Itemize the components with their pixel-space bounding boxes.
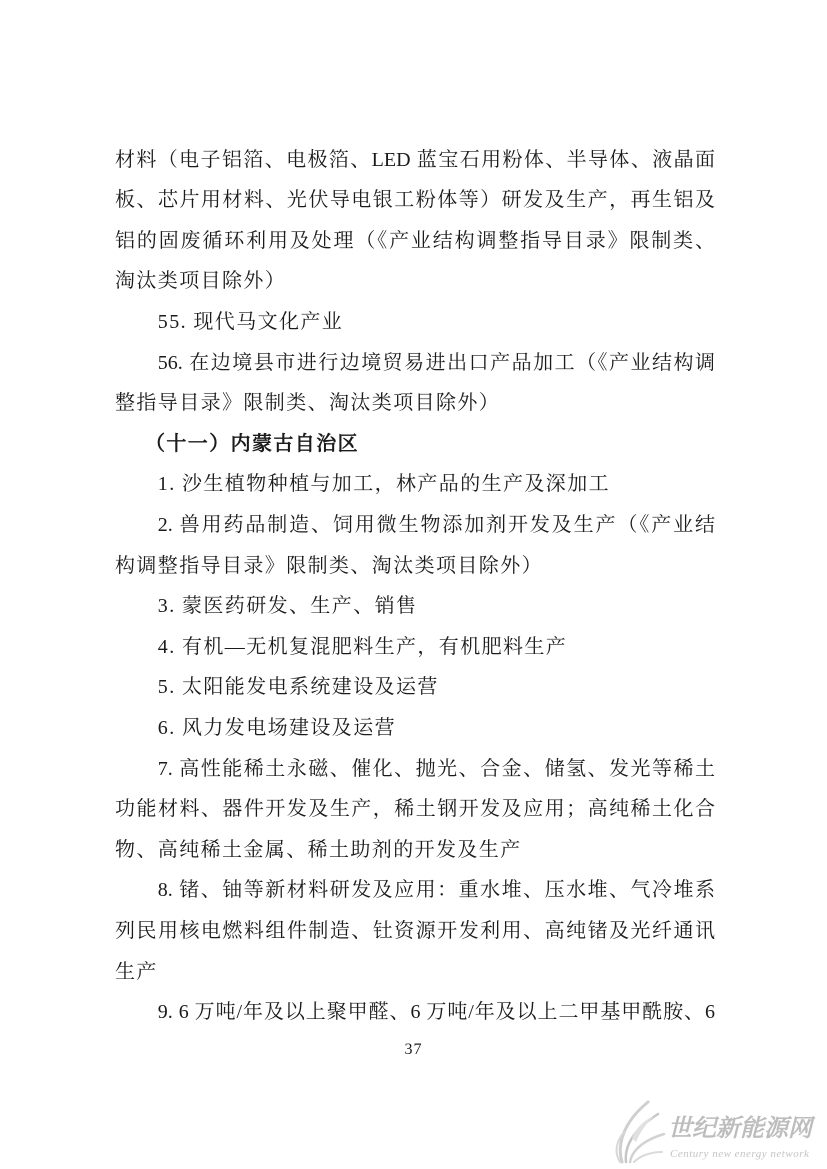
item-4-line-1: 4. 有机—无机复混肥料生产，有机肥料生产 — [157, 635, 568, 658]
item-9-paragraph — [115, 992, 715, 1033]
flame-swoosh-icon — [614, 1098, 668, 1164]
item-5-paragraph — [115, 667, 715, 708]
item-3-line-1: 3. 蒙医药研发、生产、销售 — [157, 595, 418, 618]
item-2-paragraph — [115, 505, 715, 586]
continuation-line-1: 材料（电子铝箔、电极箔、LED 蓝宝石用粉体、半导体、液晶面 — [115, 148, 715, 171]
item-2-line-1: 2. 兽用药品制造、饲用微生物添加剂开发及生产（《产业结 — [157, 514, 715, 537]
item-56-paragraph — [115, 343, 715, 424]
item-5-line-1: 5. 太阳能发电系统建设及运营 — [157, 676, 439, 699]
item-55-line-1: 55. 现代马文化产业 — [157, 311, 344, 334]
item-7-line-1: 7. 高性能稀土永磁、催化、抛光、合金、储氢、发光等稀土 — [157, 757, 715, 780]
item-6-line-1: 6. 风力发电场建设及运营 — [157, 717, 396, 739]
section-heading-inner-mongolia — [115, 424, 715, 465]
watermark-subtitle: Century new energy network — [670, 1148, 810, 1160]
item-8-line-2: 列民用核电燃料组件制造、钍资源开发利用、高纯锗及光纤通讯 — [115, 919, 715, 942]
item-1-line-1: 1. 沙生植物种植与加工，林产品的生产及深加工 — [157, 473, 610, 496]
page-number: 37 — [404, 1041, 423, 1058]
item-7-paragraph — [115, 749, 715, 871]
item-4-paragraph — [115, 627, 715, 668]
continuation-line-4: 淘汰类项目除外） — [115, 270, 287, 293]
item-3-paragraph — [115, 586, 715, 627]
watermark-name: 世纪新能源网 — [668, 1116, 812, 1142]
item-2-line-2: 构调整指导目录》限制类、淘汰类项目除外） — [115, 554, 543, 577]
item-9-line-1: 9. 6 万吨/年及以上聚甲醛、6 万吨/年及以上二甲基甲酰胺、6 — [157, 1001, 715, 1024]
continuation-line-2: 板、芯片用材料、光伏导电银工粉体等）研发及生产，再生铝及 — [115, 189, 715, 212]
item-6-paragraph — [115, 708, 715, 749]
item-8-paragraph — [115, 870, 715, 992]
item-1-paragraph — [115, 464, 715, 505]
item-56-line-2: 整指导目录》限制类、淘汰类项目除外） — [115, 392, 501, 415]
item-56-line-1: 56. 在边境县市进行边境贸易进出口产品加工（《产业结构调 — [157, 351, 715, 374]
item-8-line-3: 生产 — [115, 960, 158, 983]
item-55-paragraph — [115, 302, 715, 343]
continuation-paragraph — [115, 140, 715, 302]
section-heading-line: （十一）内蒙古自治区 — [145, 432, 359, 455]
item-7-line-3: 物、高纯稀土金属、稀土助剂的开发及生产 — [115, 838, 522, 861]
item-7-line-2: 功能材料、器件开发及生产，稀土钢开发及应用；高纯稀土化合 — [115, 798, 715, 821]
watermark — [614, 1098, 824, 1166]
continuation-line-3: 铝的固废循环利用及处理（《产业结构调整指导目录》限制类、 — [115, 229, 715, 252]
item-8-line-1: 8. 锗、铀等新材料研发及应用：重水堆、压水堆、气冷堆系 — [157, 879, 715, 902]
document-body — [115, 140, 715, 1033]
